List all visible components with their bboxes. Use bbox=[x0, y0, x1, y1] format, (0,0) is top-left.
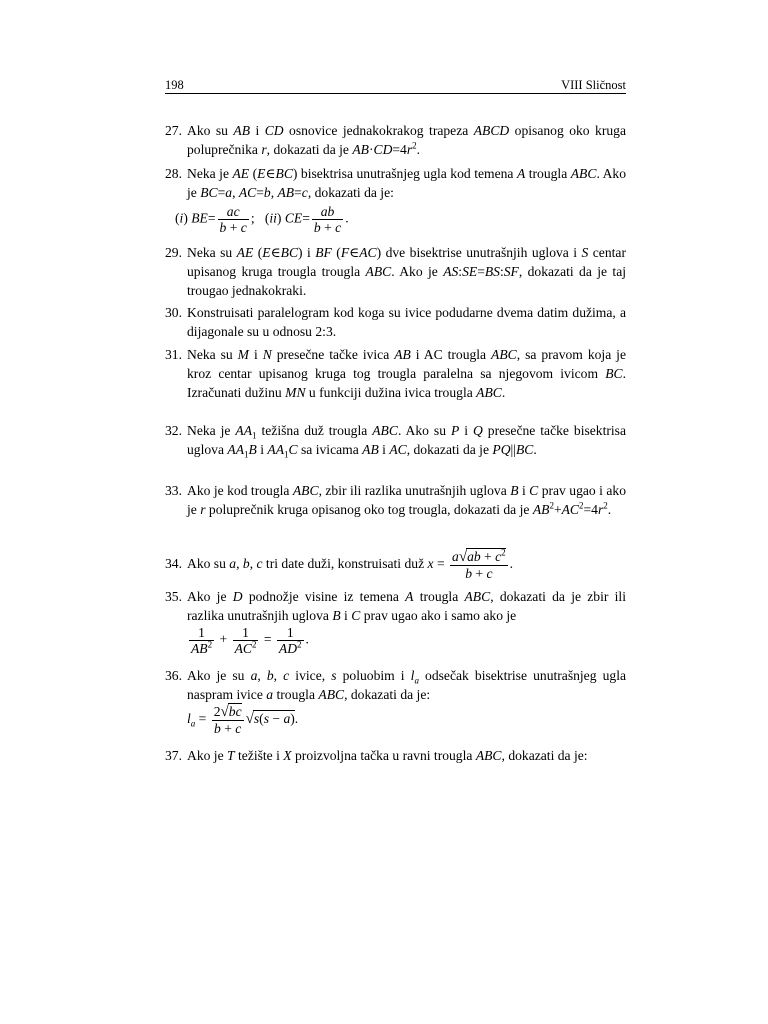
problem-number: 33. bbox=[165, 483, 182, 498]
chapter-title: VIII Sličnost bbox=[561, 78, 626, 92]
problem-text: Ako je D podnožje visine iz temena A trougla ABC, dokazati da je zbir ili razlika unutrašnjih uglova B i C prav ugao ako i samo ako je bbox=[187, 589, 626, 623]
problem-32 bbox=[165, 421, 626, 459]
problem-34 bbox=[165, 549, 626, 581]
problem-31 bbox=[165, 345, 626, 402]
problem-text: Ako je su a, b, c ivice, s poluobim i $l_a$ odsečak bisektrise unutrašnjeg ugla naspram ivice a trougla ABC, dokazati da je: bbox=[187, 668, 627, 702]
problem-27 bbox=[165, 121, 626, 159]
problem-28 bbox=[165, 164, 626, 235]
problem-number: 29. bbox=[165, 245, 182, 260]
problem-text: Ako su a, b, c tri date duži, konstruisati duž x = $\frac{a√ab + c^2}{b + c}$ . bbox=[187, 547, 514, 581]
problem-text: Ako je kod trougla ABC, zbir ili razlika unutrašnjih uglova B i C prav ugao i ako je r poluprečnik kruga opisanog oko tog trougla, dokazati da je $AB^2+AC^2=4r^2$. bbox=[187, 483, 626, 517]
formula: (i) BE= $\frac{ac}{b + c}$ ; (ii) CE= $\frac{ab}{b + c}$ . bbox=[175, 204, 349, 235]
problem-37 bbox=[165, 746, 626, 765]
problem-text: Neka su AE (E∈BC) i BF (F∈AC) dve bisektrise unutrašnjih uglova i S centar upisanog kruga trougla trougla ABC. Ako je AS:SE=BS:SF, dokazati da je taj trougao jednakokraki. bbox=[187, 245, 626, 298]
problem-35 bbox=[165, 587, 626, 656]
problem-number: 32. bbox=[165, 423, 182, 438]
problem-30 bbox=[165, 303, 626, 341]
problem-29 bbox=[165, 243, 626, 300]
problem-text: Konstruisati paralelogram kod koga su ivice podudarne dvema datim dužima, a dijagonale su u odnosu 2:3. bbox=[187, 305, 626, 339]
problem-number: 30. bbox=[165, 305, 182, 320]
page-header bbox=[165, 78, 626, 94]
problem-text: Ako su AB i CD osnovice jednakokrakog trapeza ABCD opisanog oko kruga poluprečnika r, dokazati da je $AB\cdot CD=4r^2$. bbox=[187, 123, 627, 157]
problem-number: 27. bbox=[165, 123, 182, 138]
problem-text: Neka je AE (E∈BC) bisektrisa unutrašnjeg ugla kod temena A trougla ABC. Ako je BC=a, AC=b, AB=c, dokazati da je: bbox=[187, 166, 626, 200]
problem-number: 28. bbox=[165, 166, 182, 181]
page-number: 198 bbox=[165, 78, 184, 92]
problem-number: 37. bbox=[165, 748, 182, 763]
problem-33 bbox=[165, 481, 626, 519]
problem-text: Neka su M i N presečne tačke ivica AB i AC trougla ABC, sa pravom koja je kroz centar upisanog kruga tog trougla paralelna sa njegovom ivicom BC. Izračunati dužinu MN u funkciji dužina ivica trougla ABC. bbox=[187, 347, 626, 400]
problem-text: Neka je $AA_1$ težišna duž trougla ABC. Ako su P i Q presečne tačke bisektrisa uglova $AA_1B$ i $AA_1C$ sa ivicama AB i AC, dokazati da je PQ||BC. bbox=[187, 423, 627, 460]
problem-36 bbox=[165, 666, 626, 736]
formula: $\frac{1}{AB^2}$ + $\frac{1}{AC^2}$ = $\frac{1}{AD^2}$ . bbox=[191, 625, 309, 656]
problem-number: 31. bbox=[165, 347, 182, 362]
problem-number: 36. bbox=[165, 668, 182, 683]
problem-number: 34. bbox=[165, 556, 182, 571]
problem-number: 35. bbox=[165, 589, 182, 604]
problem-text: Ako je T težište i X proizvoljna tačka u ravni trougla ABC, dokazati da je: bbox=[187, 748, 588, 763]
formula: $l_a$ = $\frac{2√bc}{b + c}$ √s(s − a). bbox=[187, 704, 299, 736]
